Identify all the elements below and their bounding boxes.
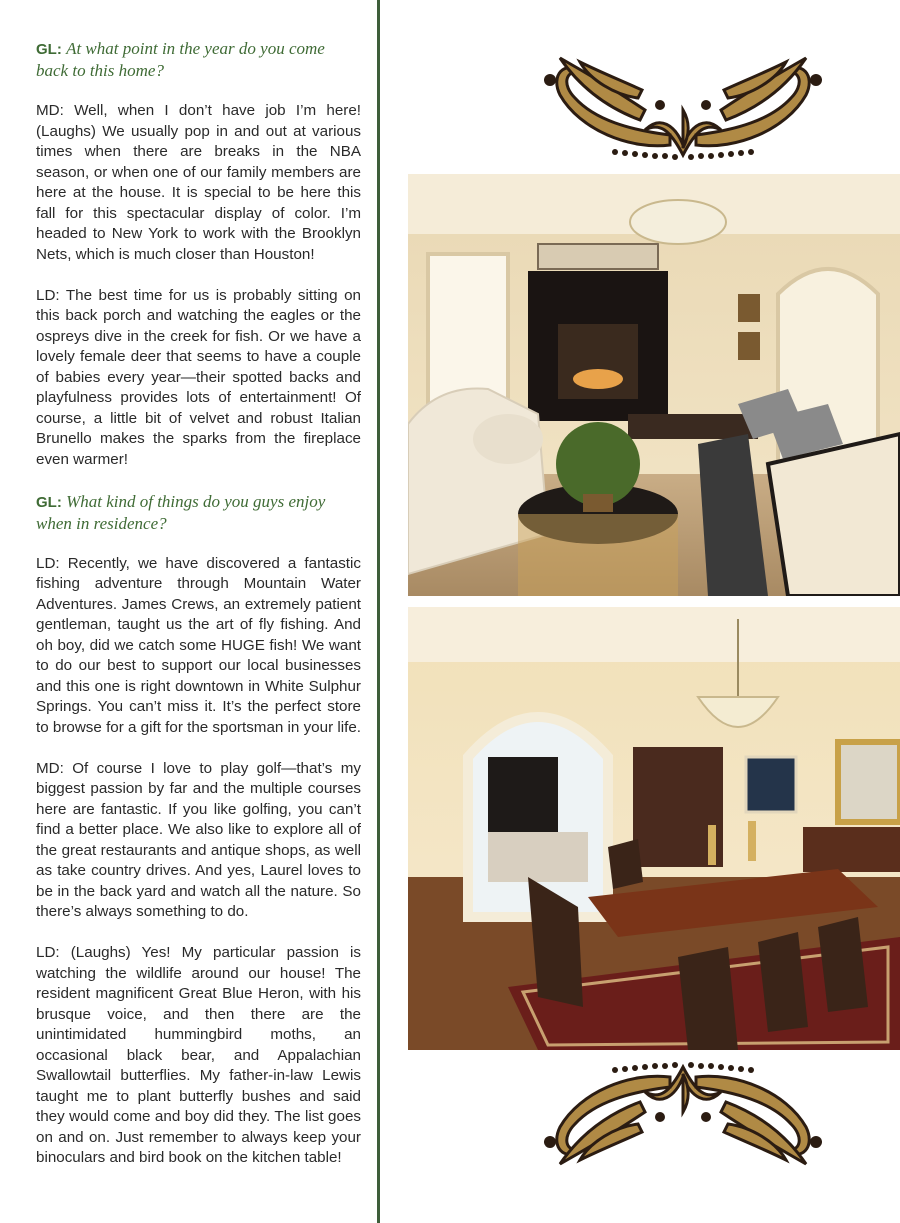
answer-paragraph: MD: Of course I love to play golf—that’s my biggest passion by far and the multiple courses here are fantastic. If you like golfing, you can’t find a better place. We also like to explore all of the great restaurants and antique shops, as well as take country drives. And yes, Laurel loves to be in the back yard and watch all the nature. So there’s always something to do. xyxy=(36,759,361,920)
scroll-ornament-icon xyxy=(520,1062,846,1172)
dining-room-photo xyxy=(408,607,900,1050)
answer-paragraph: LD: (Laughs) Yes! My particular passion is watching the wildlife around our house! The resident magnificent Great Blue Heron, with his brusque voice, and then there are the unintimidated hummingbird moths, an occasional black bear, and Appalachian Swallowtail butterflies. My father-in-law Lewis taught me to plant butterfly bushes and said they would come and boy did they. The list goes on and on. Just remember to always keep your binoculars and bird book on the kitchen table! xyxy=(36,944,361,1166)
question-speaker: GL: xyxy=(36,41,62,58)
question-1 xyxy=(36,38,361,81)
answer-paragraph: MD: Well, when I don’t have job I’m here! (Laughs) We usually pop in and out at various times when there are breaks in the NBA season, or when one of our family members are here at the house. It is special to be here this fall for this spectacular display of color. I’m headed to New York to work with the Brooklyn Nets, which is much closer than Houston! xyxy=(36,102,361,263)
answer-paragraph: LD: The best time for us is probably sitting on this back porch and watching the eagles or the ospreys dive in the creek for fish. Or we have a lovely female deer that seems to have a couple of babies every year—their spotted backs and playfulness provides lots of entertainment! Of course, a little bit of velvet and robust Italian Brunello makes the sparks from the fireplace even warmer! xyxy=(36,286,361,468)
scroll-ornament-icon xyxy=(520,50,846,160)
living-room-photo xyxy=(408,174,900,596)
question-text: What kind of things do you guys enjoy when in residence? xyxy=(36,491,326,533)
article-text-column xyxy=(36,38,361,1189)
answer-paragraph: LD: Recently, we have discovered a fantastic fishing adventure through Mountain Water Adventures. James Crews, an extremely patient gentleman, taught us the art of fly fishing. And oh boy, did we catch some HUGE fish! We want to do our best to support our local businesses and this one is right downtown in White Sulphur Springs. You can’t miss it. It’s the perfect store to browse for a gift for the sportsman in your life. xyxy=(36,554,361,736)
question-2 xyxy=(36,491,361,534)
column-divider xyxy=(377,0,380,1223)
question-speaker: GL: xyxy=(36,493,62,511)
question-text: At what point in the year do you come back to this home? xyxy=(36,39,325,80)
